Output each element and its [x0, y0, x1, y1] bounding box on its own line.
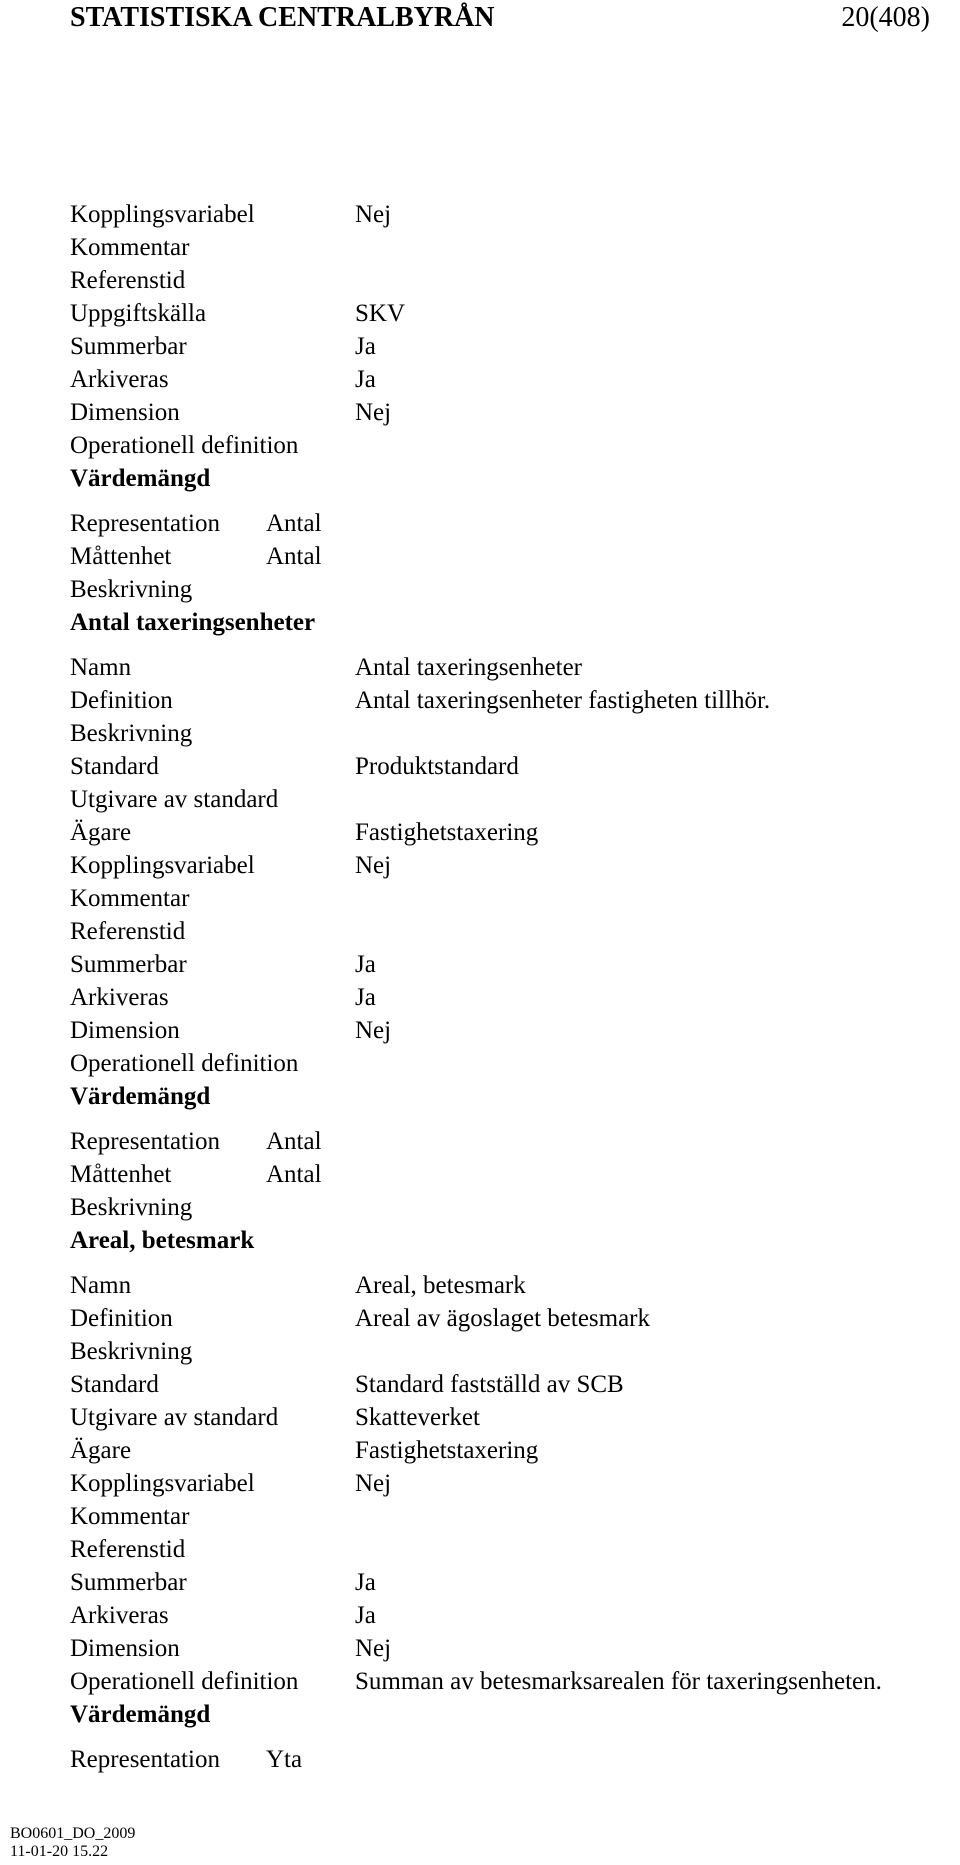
areal-row-label: Definition	[70, 1305, 173, 1332]
intro-row-label: Dimension	[70, 399, 180, 426]
intro-row-label: Referenstid	[70, 267, 186, 294]
areal-row-label: Dimension	[70, 1635, 180, 1662]
areal-row-label: Arkiveras	[70, 1602, 169, 1629]
intro-row-value: Ja	[355, 366, 376, 393]
taxeringsenheter-row-label: Utgivare av standard	[70, 786, 279, 813]
taxeringsenheter-row-label: Kommentar	[70, 885, 190, 912]
page-header-organization: STATISTISKA CENTRALBYRÅN	[70, 2, 495, 33]
footer-document-code: BO0601_DO_2009	[10, 1825, 136, 1842]
footer-timestamp: 11-01-20 15.22	[10, 1843, 109, 1860]
areal-row-label: Kopplingsvariabel	[70, 1470, 255, 1497]
taxeringsenheter-row-label: Beskrivning	[70, 720, 193, 747]
areal-row-value: Ja	[355, 1602, 376, 1629]
areal-representation-value: Yta	[266, 1746, 303, 1773]
taxeringsenheter-row-label: Dimension	[70, 1017, 180, 1044]
taxeringsenheter-mattenhet-label: Måttenhet	[70, 1161, 172, 1188]
taxeringsenheter-mattenhet-value: Antal	[266, 1161, 322, 1188]
areal-row-value: Areal, betesmark	[355, 1272, 526, 1299]
areal-row-label: Referenstid	[70, 1536, 186, 1563]
intro-row-label: Summerbar	[70, 333, 187, 360]
intro-row-value: Nej	[355, 201, 392, 228]
intro-mattenhet-value: Antal	[266, 543, 322, 570]
taxeringsenheter-row-value: Antal taxeringsenheter fastigheten tillhör.	[355, 687, 771, 714]
intro-mattenhet-label: Måttenhet	[70, 543, 172, 570]
page-header-page-number: 20(408)	[841, 2, 930, 33]
taxeringsenheter-row-label: Arkiveras	[70, 984, 169, 1011]
areal-representation-label: Representation	[70, 1746, 220, 1773]
areal-row-value: Skatteverket	[355, 1404, 480, 1431]
taxeringsenheter-vardemangd-heading: Värdemängd	[70, 1083, 211, 1110]
taxeringsenheter-representation-label: Representation	[70, 1128, 220, 1155]
taxeringsenheter-row-value: Ja	[355, 984, 376, 1011]
taxeringsenheter-row-value: Produktstandard	[355, 753, 519, 780]
intro-row-value: Nej	[355, 399, 392, 426]
taxeringsenheter-representation-value: Antal	[266, 1128, 322, 1155]
taxeringsenheter-row-label: Ägare	[70, 819, 132, 846]
intro-row-label: Kopplingsvariabel	[70, 201, 255, 228]
areal-row-value: Ja	[355, 1569, 376, 1596]
taxeringsenheter-row-label: Kopplingsvariabel	[70, 852, 255, 879]
areal-row-label: Namn	[70, 1272, 132, 1299]
intro-row-label: Uppgiftskälla	[70, 300, 207, 327]
areal-row-label: Ägare	[70, 1437, 132, 1464]
intro-row-label: Kommentar	[70, 234, 190, 261]
areal-row-label: Summerbar	[70, 1569, 187, 1596]
intro-representation-value: Antal	[266, 510, 322, 537]
intro-row-label: Operationell definition	[70, 432, 299, 459]
taxeringsenheter-row-value: Fastighetstaxering	[355, 819, 539, 846]
areal-row-value: Fastighetstaxering	[355, 1437, 539, 1464]
areal-row-value: Standard fastställd av SCB	[355, 1371, 624, 1398]
taxeringsenheter-row-label: Summerbar	[70, 951, 187, 978]
taxeringsenheter-row-value: Nej	[355, 852, 392, 879]
intro-beskrivning-label: Beskrivning	[70, 576, 193, 603]
areal-row-label: Operationell definition	[70, 1668, 299, 1695]
variable-title-taxeringsenheter: Antal taxeringsenheter	[70, 609, 316, 636]
areal-row-value: Nej	[355, 1635, 392, 1662]
variable-title-areal-betesmark: Areal, betesmark	[70, 1227, 255, 1254]
taxeringsenheter-row-label: Referenstid	[70, 918, 186, 945]
intro-representation-label: Representation	[70, 510, 220, 537]
taxeringsenheter-row-label: Operationell definition	[70, 1050, 299, 1077]
taxeringsenheter-row-value: Nej	[355, 1017, 392, 1044]
intro-vardemangd-heading: Värdemängd	[70, 465, 211, 492]
taxeringsenheter-row-label: Namn	[70, 654, 132, 681]
areal-row-label: Utgivare av standard	[70, 1404, 279, 1431]
taxeringsenheter-row-label: Definition	[70, 687, 173, 714]
intro-row-value: SKV	[355, 300, 406, 327]
taxeringsenheter-beskrivning-label: Beskrivning	[70, 1194, 193, 1221]
taxeringsenheter-row-value: Ja	[355, 951, 376, 978]
areal-row-value: Nej	[355, 1470, 392, 1497]
areal-row-label: Kommentar	[70, 1503, 190, 1530]
intro-row-label: Arkiveras	[70, 366, 169, 393]
taxeringsenheter-row-value: Antal taxeringsenheter	[355, 654, 582, 681]
areal-vardemangd-heading: Värdemängd	[70, 1701, 211, 1728]
areal-row-label: Standard	[70, 1371, 159, 1398]
intro-row-value: Ja	[355, 333, 376, 360]
areal-row-label: Beskrivning	[70, 1338, 193, 1365]
areal-row-value: Areal av ägoslaget betesmark	[355, 1305, 651, 1332]
taxeringsenheter-row-label: Standard	[70, 753, 159, 780]
areal-row-value: Summan av betesmarksarealen för taxeringsenheten.	[355, 1668, 882, 1695]
